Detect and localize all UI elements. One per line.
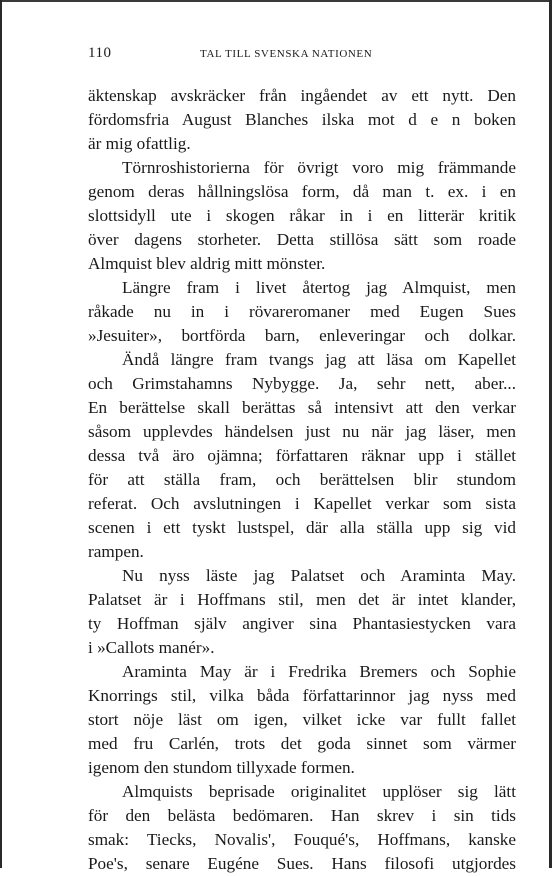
- text-line: Almquist blev aldrig mitt mönster.: [88, 254, 326, 273]
- text-line: Palatset är i Hoffmans stil, men det är intet klander,: [88, 590, 516, 609]
- text-line: i »Callots manér».: [88, 638, 215, 657]
- text-line: Poe's, senare Eugéne Sues. Hans filosofi utgjordes: [88, 854, 516, 873]
- text-line: dessa två äro ojämna; författaren räknar upp i stället: [88, 446, 516, 465]
- text-line: scenen i ett tyskt lustspel, där alla ställa upp sig vid: [88, 518, 516, 537]
- text-line: är mig ofattlig.: [88, 134, 191, 153]
- text-line: smak: Tiecks, Novalis', Fouqué's, Hoffmans, kanske: [88, 830, 516, 849]
- text-line: ty Hoffman själv angiver sina Phantasiestycken vara: [88, 614, 516, 633]
- text-line: genom deras hållningslösa form, då man t. ex. i en: [88, 182, 516, 201]
- text-line: Almquists beprisade originalitet upplöser sig lätt: [122, 782, 516, 801]
- text-line: över dagens storheter. Detta stillösa sätt som roade: [88, 230, 516, 249]
- text-line: referat. Och avslutningen i Kapellet verkar som sista: [88, 494, 516, 513]
- text-line: stort nöje läst om igen, vilket icke var fullt fallet: [88, 710, 516, 729]
- text-line: med fru Carlén, trots det goda sinnet som värmer: [88, 734, 516, 753]
- scan-edge-left: [0, 0, 2, 868]
- text-line: »Jesuiter», bortförda barn, enleveringar och dolkar.: [88, 326, 516, 345]
- page-header: [88, 45, 516, 65]
- text-line: Knorrings stil, vilka båda författarinnor jag nyss med: [88, 686, 516, 705]
- text-line: äktenskap avskräcker från ingåendet av ett nytt. Den: [88, 86, 516, 105]
- running-head: TAL TILL SVENSKA NATIONEN: [200, 48, 373, 60]
- text-line: för att ställa fram, och berättelsen blir stundom: [88, 470, 516, 489]
- text-line: slottsidyll ute i skogen råkar in i en litterär kritik: [88, 206, 516, 225]
- text-line: Nu nyss läste jag Palatset och Araminta May.: [122, 566, 516, 585]
- text-line: för den belästa bedömaren. Han skrev i sin tids: [88, 806, 516, 825]
- body-text: [88, 84, 516, 876]
- text-line: Längre fram i livet återtog jag Almquist, men: [122, 278, 516, 297]
- text-line: Törnroshistorierna för övrigt voro mig främmande: [122, 158, 516, 177]
- page-number: 110: [88, 45, 112, 61]
- text-line: rampen.: [88, 542, 144, 561]
- text-line: igenom den stundom tillyxade formen.: [88, 758, 355, 777]
- text-line: Ändå längre fram tvangs jag att läsa om Kapellet: [122, 350, 516, 369]
- text-line: En berättelse skall berättas så intensivt att den verkar: [88, 398, 516, 417]
- text-line: råkade nu in i rövareromaner med Eugen Sues: [88, 302, 516, 321]
- text-line: såsom upplevdes händelsen just nu när jag läser, men: [88, 422, 516, 441]
- text-line: Araminta May är i Fredrika Bremers och Sophie: [122, 662, 516, 681]
- text-line: och Grimstahamns Nybygge. Ja, sehr nett, aber...: [88, 374, 516, 393]
- text-line: fördomsfria August Blanches ilska mot d e n boken: [88, 110, 516, 129]
- scan-edge-top: [0, 0, 552, 2]
